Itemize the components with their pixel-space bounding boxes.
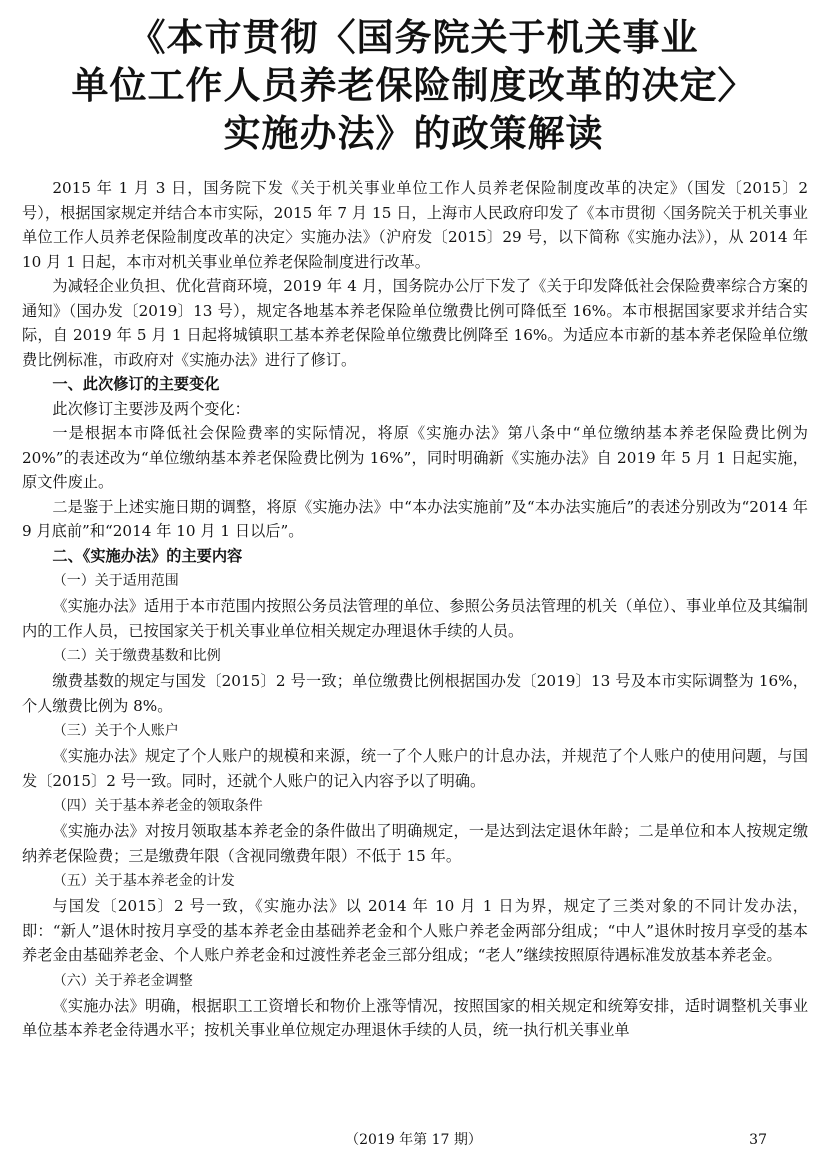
paragraph-intro: 2015 年 1 月 3 日，国务院下发《关于机关事业单位工作人员养老保险制度改革的决定》（国发〔2015〕2 号），根据国家规定并结合本市实际，2015 年 7 月 15 日，上海市人民政府印发了《本市贯彻〈国务院关于机关事业单位工作人员养老保险制度改革的决定〉实施办法》（沪府发〔2015〕29 号，以下简称《实施办法》），从 2014 年 10 月 1 日起，本市对机关事业单位养老保险制度进行改革。 xyxy=(22,179,808,271)
section-heading-changes: 一、此次修订的主要变化 xyxy=(52,375,220,393)
subheading-calculation: （五）关于基本养老金的计发 xyxy=(52,873,235,889)
section-heading-content: 二、《实施办法》的主要内容 xyxy=(52,546,243,565)
title-line-2: 单位工作人员养老保险制度改革的决定〉 xyxy=(71,64,756,107)
subheading-adjustment: （六）关于养老金调整 xyxy=(52,972,193,989)
paragraph-account: 《实施办法》规定了个人账户的规模和来源，统一了个人账户的计息办法，并规范了个人账户的使用问题，与国发〔2015〕2 号一致。同时，还就个人账户的记入内容予以了明确。 xyxy=(22,747,808,790)
subheading-contribution: （二）关于缴费基数和比例 xyxy=(52,648,221,664)
paragraph-change-two: 二是鉴于上述实施日期的调整，将原《实施办法》中“本办法实施前”及“本办法实施后”的表述分别改为“2014 年 9 月底前”和“2014 年 10 月 1 日以后”。 xyxy=(22,497,808,540)
document-body xyxy=(22,176,808,1043)
subheading-eligibility: （四）关于基本养老金的领取条件 xyxy=(52,798,263,814)
paragraph-background: 为减轻企业负担、优化营商环境，2019 年 4 月，国务院办公厅下发了《关于印发降低社会保险费率综合方案的通知》（国办发〔2019〕13 号），规定各地基本养老保险单位缴费比例可降低至 16%。本市根据国家要求并结合实际，自 2019 年 5 月 1 日起将城镇职工基本养老保险单位缴费比例降至 16%。为适应本市新的基本养老保险单位缴费比例标准，市政府对《实施办法》进行了修订。 xyxy=(22,277,808,369)
subheading-scope: （一）关于适用范围 xyxy=(52,573,179,589)
paragraph-calculation: 与国发〔2015〕2 号一致，《实施办法》以 2014 年 10 月 1 日为界，规定了三类对象的不同计发办法，即：“新人”退休时按月享受的基本养老金由基础养老金和个人账户养老金两部分组成；“中人”退休时按月享受的基本养老金由基础养老金、个人账户养老金和过渡性养老金三部分组成；“老人”继续按照原待遇标准发放基本养老金。 xyxy=(22,897,808,964)
paragraph-change-one: 一是根据本市降低社会保险费率的实际情况，将原《实施办法》第八条中“单位缴纳基本养老保险费比例为 20%”的表述改为“单位缴纳基本养老保险费比例为 16%”，同时明确新《实施办法》自 2019 年 5 月 1 日起实施，原文件废止。 xyxy=(22,424,808,491)
issue-label: （2019 年第 17 期） xyxy=(345,1132,482,1148)
paragraph-adjustment: 《实施办法》明确，根据职工工资增长和物价上涨等情况，按照国家的相关规定和统筹安排，适时调整机关事业单位基本养老金待遇水平；按机关事业单位规定办理退休手续的人员，统一执行机关事业单 xyxy=(22,996,808,1039)
page-number: 37 xyxy=(749,1132,767,1148)
title-line-1: 《本市贯彻〈国务院关于机关事业 xyxy=(128,16,699,59)
subheading-account: （三）关于个人账户 xyxy=(52,723,179,739)
paragraph-eligibility: 《实施办法》对按月领取基本养老金的条件做出了明确规定，一是达到法定退休年龄；二是单位和本人按规定缴纳养老保险费；三是缴费年限（含视同缴费年限）不低于 15 年。 xyxy=(22,822,808,865)
title-line-3: 实施办法》的政策解读 xyxy=(223,112,604,155)
page-footer xyxy=(0,1128,827,1152)
document-title xyxy=(0,14,827,158)
paragraph-contribution: 缴费基数的规定与国发〔2015〕2 号一致；单位缴费比例根据国办发〔2019〕13 号及本市实际调整为 16%，个人缴费比例为 8%。 xyxy=(22,672,808,715)
paragraph-changes-intro: 此次修订主要涉及两个变化： xyxy=(52,399,250,418)
paragraph-scope: 《实施办法》适用于本市范围内按照公务员法管理的单位、参照公务员法管理的机关（单位）、事业单位及其编制内的工作人员，已按国家关于机关事业单位相关规定办理退休手续的人员。 xyxy=(22,597,808,640)
